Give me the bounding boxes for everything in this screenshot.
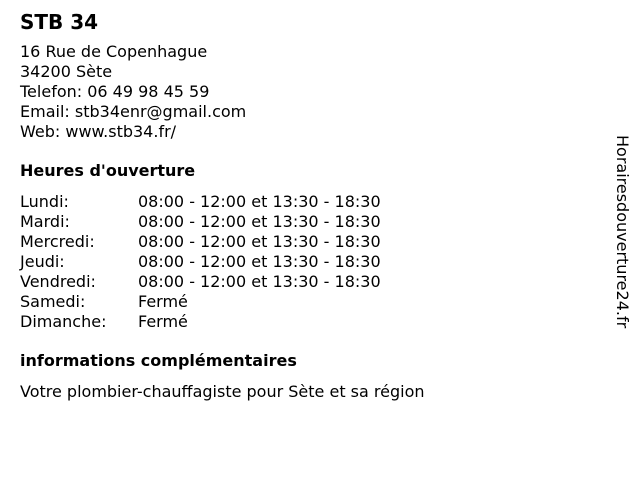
hours-day: Vendredi: <box>20 272 96 291</box>
hours-row-wednesday <box>20 232 600 252</box>
hours-day: Dimanche: <box>20 312 107 331</box>
phone-line: Telefon: 06 49 98 45 59 <box>20 82 210 101</box>
web-line: Web: www.stb34.fr/ <box>20 122 177 141</box>
hours-day: Lundi: <box>20 192 69 211</box>
hours-table <box>20 192 600 332</box>
hours-row-friday <box>20 272 600 292</box>
hours-day: Mercredi: <box>20 232 95 251</box>
hours-day: Mardi: <box>20 212 70 231</box>
hours-row-sunday <box>20 312 600 332</box>
hours-row-thursday <box>20 252 600 272</box>
address-line-1: 16 Rue de Copenhague <box>20 42 208 61</box>
hours-row-saturday <box>20 292 600 312</box>
brand-watermark: Horairesdouverture24.fr <box>613 135 632 329</box>
hours-time: 08:00 - 12:00 et 13:30 - 18:30 <box>138 232 381 251</box>
hours-time: Fermé <box>138 312 188 331</box>
hours-row-monday <box>20 192 600 212</box>
hours-row-tuesday <box>20 212 600 232</box>
info-text: Votre plombier-chauffagiste pour Sète et sa région <box>20 382 425 401</box>
hours-title: Heures d'ouverture <box>20 161 196 180</box>
hours-time: Fermé <box>138 292 188 311</box>
business-card <box>20 8 600 402</box>
hours-time: 08:00 - 12:00 et 13:30 - 18:30 <box>138 212 381 231</box>
business-name: STB 34 <box>20 10 99 34</box>
hours-day: Jeudi: <box>20 252 65 271</box>
hours-time: 08:00 - 12:00 et 13:30 - 18:30 <box>138 192 381 211</box>
hours-time: 08:00 - 12:00 et 13:30 - 18:30 <box>138 252 381 271</box>
email-line: Email: stb34enr@gmail.com <box>20 102 247 121</box>
hours-time: 08:00 - 12:00 et 13:30 - 18:30 <box>138 272 381 291</box>
info-title: informations complémentaires <box>20 351 297 370</box>
hours-day: Samedi: <box>20 292 86 311</box>
address-line-2: 34200 Sète <box>20 62 113 81</box>
